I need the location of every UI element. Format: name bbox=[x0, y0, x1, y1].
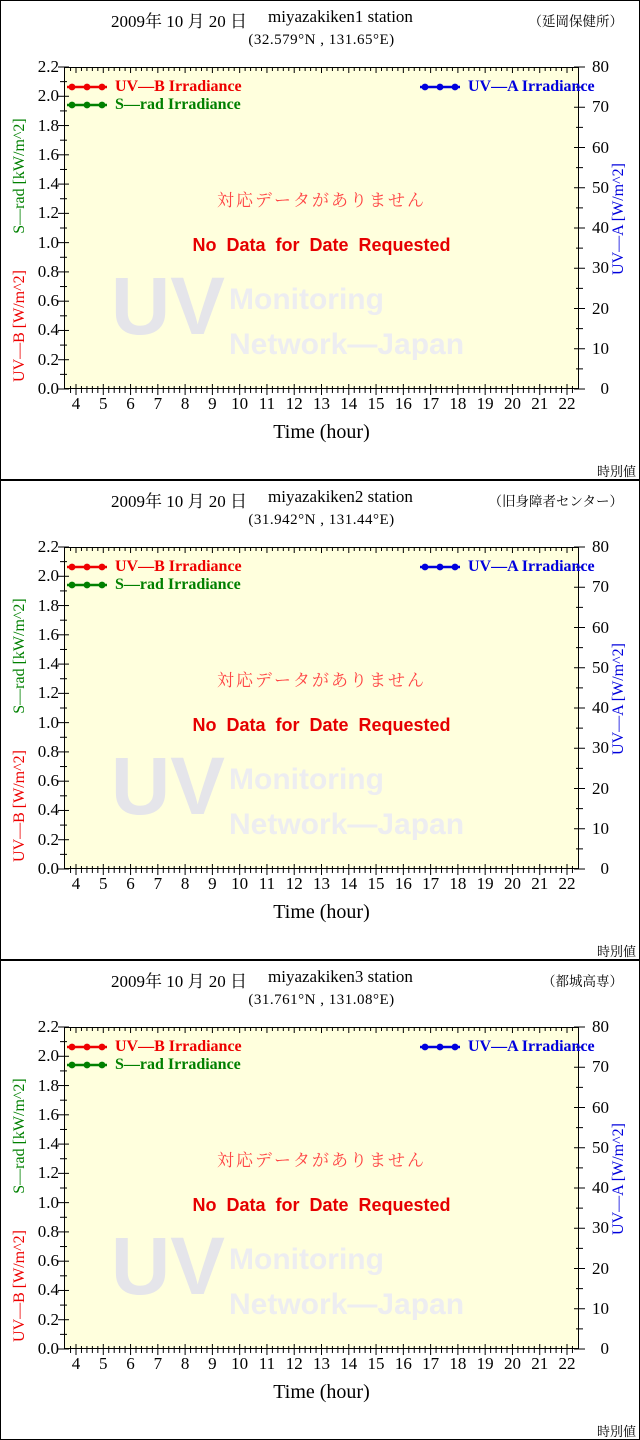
x-tick-label: 11 bbox=[258, 874, 276, 893]
no-data-message-en: No Data for Date Requested bbox=[192, 1195, 451, 1215]
x-tick-label: 18 bbox=[449, 874, 467, 893]
x-tick-label: 19 bbox=[476, 1354, 494, 1373]
no-data-message-jp: 対応データがありません bbox=[217, 1151, 426, 1170]
x-tick-label: 10 bbox=[231, 1354, 249, 1373]
legend-uva bbox=[419, 78, 595, 96]
uva-legend-marker-icon bbox=[419, 82, 461, 92]
y-left-tick-label: 1.0 bbox=[37, 1192, 59, 1212]
y-left-tick-label: 2.0 bbox=[37, 566, 59, 586]
uva-legend-marker-icon bbox=[419, 562, 461, 572]
left-axis-title-srad: S—rad [kW/m^2] bbox=[11, 598, 28, 714]
y-right-tick-label: 30 bbox=[592, 258, 609, 278]
x-tick-label: 4 bbox=[71, 1354, 81, 1373]
y-right-tick-label: 40 bbox=[592, 218, 609, 237]
y-left-tick-label: 0.2 bbox=[37, 1309, 59, 1329]
y-left-tick-label: 1.0 bbox=[37, 232, 59, 252]
y-left-tick-label: 1.8 bbox=[37, 115, 59, 135]
x-tick-label: 20 bbox=[503, 874, 521, 893]
uvb-legend-marker-icon bbox=[66, 1042, 108, 1052]
legend-uvb bbox=[66, 1038, 242, 1056]
x-tick-label: 5 bbox=[99, 394, 108, 413]
plot-area bbox=[64, 67, 579, 389]
y-right-tick-label: 20 bbox=[592, 298, 609, 318]
y-left-tick-label: 2.2 bbox=[37, 537, 59, 556]
plot-area bbox=[64, 1027, 579, 1349]
watermark-uv: UV bbox=[111, 261, 225, 352]
y-right-tick-label: 80 bbox=[592, 537, 609, 556]
left-axis-title-uvb: UV—B [W/m^2] bbox=[11, 750, 28, 862]
x-tick-label: 8 bbox=[180, 874, 190, 893]
left-axis-title-uvb: UV—B [W/m^2] bbox=[11, 1230, 28, 1342]
y-left-tick-label: 1.8 bbox=[37, 595, 59, 615]
x-tick-label: 15 bbox=[367, 394, 385, 413]
y-right-tick-label: 0 bbox=[600, 859, 609, 878]
y-right-tick-label: 60 bbox=[592, 137, 609, 157]
y-left-tick-label: 0.2 bbox=[37, 349, 59, 369]
y-right-tick-label: 10 bbox=[592, 818, 609, 838]
x-tick-label: 8 bbox=[180, 1354, 190, 1373]
y-left-tick-label: 1.8 bbox=[37, 1075, 59, 1095]
x-tick-label: 14 bbox=[340, 874, 358, 893]
x-tick-label: 21 bbox=[531, 394, 549, 413]
legend-srad-label: S—rad Irradiance bbox=[115, 96, 241, 113]
x-tick-label: 18 bbox=[449, 394, 467, 413]
watermark-monitoring: Monitoring bbox=[229, 763, 384, 796]
chart-panel-miyazakiken3 bbox=[0, 960, 640, 1440]
legend-uva-label: UV—A Irradiance bbox=[468, 78, 595, 95]
station-coordinates: (31.761°N , 131.08°E) bbox=[248, 992, 395, 1008]
right-axis-title-uva: UV—A [W/m^2] bbox=[610, 643, 627, 755]
chart-area bbox=[1, 481, 640, 960]
x-tick-label: 8 bbox=[180, 394, 190, 413]
x-tick-label: 9 bbox=[208, 394, 217, 413]
hourly-values-note: 時別値 bbox=[596, 464, 636, 479]
y-left-tick-label: 0.6 bbox=[37, 771, 59, 791]
left-axis-title-uvb: UV—B [W/m^2] bbox=[11, 270, 28, 382]
y-left-tick-label: 0.0 bbox=[37, 1339, 59, 1358]
y-right-tick-label: 30 bbox=[592, 1218, 609, 1238]
no-data-message-en: No Data for Date Requested bbox=[192, 715, 451, 735]
x-tick-label: 20 bbox=[503, 1354, 521, 1373]
y-left-tick-label: 0.8 bbox=[37, 741, 59, 761]
y-left-tick-label: 1.0 bbox=[37, 712, 59, 732]
uvb-legend-marker-icon bbox=[66, 82, 108, 92]
legend-uva-label: UV—A Irradiance bbox=[468, 558, 595, 575]
x-tick-label: 6 bbox=[126, 394, 135, 413]
y-left-tick-label: 0.4 bbox=[37, 1280, 59, 1300]
y-right-tick-label: 70 bbox=[592, 97, 609, 117]
legend-srad bbox=[66, 96, 241, 114]
right-axis-title-uva: UV—A [W/m^2] bbox=[610, 163, 627, 275]
legend-uva bbox=[419, 1038, 595, 1056]
x-tick-label: 4 bbox=[71, 394, 81, 413]
x-tick-label: 9 bbox=[208, 1354, 217, 1373]
legend-uvb bbox=[66, 78, 242, 96]
x-tick-label: 21 bbox=[531, 874, 549, 893]
y-left-tick-label: 0.8 bbox=[37, 261, 59, 281]
y-right-tick-label: 50 bbox=[592, 657, 609, 677]
y-right-tick-label: 50 bbox=[592, 177, 609, 197]
x-tick-label: 12 bbox=[285, 874, 303, 893]
x-tick-label: 22 bbox=[558, 874, 576, 893]
x-tick-label: 16 bbox=[394, 1354, 412, 1373]
chart-area bbox=[1, 961, 640, 1440]
y-left-tick-label: 0.2 bbox=[37, 829, 59, 849]
x-tick-label: 17 bbox=[422, 1354, 440, 1373]
x-tick-label: 11 bbox=[258, 394, 276, 413]
x-tick-label: 16 bbox=[394, 874, 412, 893]
x-tick-label: 7 bbox=[153, 394, 163, 413]
y-right-tick-label: 40 bbox=[592, 1178, 609, 1197]
station-name: miyazakiken3 station bbox=[268, 967, 413, 986]
x-tick-label: 13 bbox=[313, 874, 330, 893]
left-axis-title-srad: S—rad [kW/m^2] bbox=[11, 1078, 28, 1194]
x-axis-label: Time (hour) bbox=[273, 901, 370, 923]
srad-legend-marker-icon bbox=[66, 100, 108, 110]
chart-panel-miyazakiken1 bbox=[0, 0, 640, 480]
x-tick-label: 6 bbox=[126, 1354, 135, 1373]
x-tick-label: 19 bbox=[476, 394, 494, 413]
x-tick-label: 10 bbox=[231, 394, 249, 413]
y-right-tick-label: 10 bbox=[592, 1298, 609, 1318]
y-right-tick-label: 40 bbox=[592, 698, 609, 717]
chart-date: 2009年 10 月 20 日 bbox=[111, 12, 247, 31]
x-tick-label: 6 bbox=[126, 874, 135, 893]
y-left-tick-label: 1.2 bbox=[37, 683, 59, 703]
x-tick-label: 5 bbox=[99, 874, 108, 893]
y-right-tick-label: 80 bbox=[592, 57, 609, 76]
chart-date: 2009年 10 月 20 日 bbox=[111, 972, 247, 991]
y-left-tick-label: 2.0 bbox=[37, 86, 59, 106]
y-left-tick-label: 1.6 bbox=[37, 144, 59, 164]
uva-legend-marker-icon bbox=[419, 1042, 461, 1052]
station-location: （都城高専） bbox=[542, 974, 623, 989]
y-left-tick-label: 2.0 bbox=[37, 1046, 59, 1066]
y-left-tick-label: 1.2 bbox=[37, 203, 59, 223]
station-coordinates: (32.579°N , 131.65°E) bbox=[248, 32, 395, 48]
x-tick-label: 15 bbox=[367, 1354, 385, 1373]
watermark-uv: UV bbox=[111, 1221, 225, 1312]
x-tick-label: 21 bbox=[531, 1354, 549, 1373]
x-tick-label: 9 bbox=[208, 874, 217, 893]
y-left-tick-label: 0.4 bbox=[37, 800, 59, 820]
x-axis-label: Time (hour) bbox=[273, 1381, 370, 1403]
y-left-tick-label: 1.4 bbox=[37, 654, 59, 674]
legend-uvb bbox=[66, 558, 242, 576]
y-left-tick-label: 2.2 bbox=[37, 57, 59, 76]
x-tick-label: 17 bbox=[422, 394, 440, 413]
x-tick-label: 17 bbox=[422, 874, 440, 893]
right-axis-title-uva: UV—A [W/m^2] bbox=[610, 1123, 627, 1235]
station-location: （旧身障者センター） bbox=[488, 494, 623, 509]
plot-area bbox=[64, 547, 579, 869]
watermark-network-japan: Network—Japan bbox=[229, 328, 465, 361]
watermark-uv: UV bbox=[111, 741, 225, 832]
y-right-tick-label: 10 bbox=[592, 338, 609, 358]
left-axis-title-srad: S—rad [kW/m^2] bbox=[11, 118, 28, 234]
watermark-network-japan: Network—Japan bbox=[229, 1288, 465, 1321]
y-left-tick-label: 0.4 bbox=[37, 320, 59, 340]
no-data-message-jp: 対応データがありません bbox=[217, 671, 426, 690]
y-right-tick-label: 70 bbox=[592, 1057, 609, 1077]
chart-date: 2009年 10 月 20 日 bbox=[111, 492, 247, 511]
y-right-tick-label: 0 bbox=[600, 1339, 609, 1358]
watermark-network-japan: Network—Japan bbox=[229, 808, 465, 841]
srad-legend-marker-icon bbox=[66, 580, 108, 590]
y-left-tick-label: 0.6 bbox=[37, 1251, 59, 1271]
y-left-tick-label: 1.4 bbox=[37, 174, 59, 194]
station-name: miyazakiken1 station bbox=[268, 7, 413, 26]
x-tick-label: 12 bbox=[285, 394, 303, 413]
x-tick-label: 22 bbox=[558, 1354, 576, 1373]
x-tick-label: 7 bbox=[153, 1354, 163, 1373]
legend-srad bbox=[66, 1056, 241, 1074]
y-right-tick-label: 60 bbox=[592, 1097, 609, 1117]
srad-legend-marker-icon bbox=[66, 1060, 108, 1070]
y-left-tick-label: 1.6 bbox=[37, 624, 59, 644]
y-right-tick-label: 80 bbox=[592, 1017, 609, 1036]
y-right-tick-label: 20 bbox=[592, 778, 609, 798]
legend-srad-label: S—rad Irradiance bbox=[115, 1056, 241, 1073]
x-tick-label: 19 bbox=[476, 874, 494, 893]
watermark-monitoring: Monitoring bbox=[229, 1243, 384, 1276]
y-left-tick-label: 1.4 bbox=[37, 1134, 59, 1154]
no-data-message-jp: 対応データがありません bbox=[217, 191, 426, 210]
x-tick-label: 15 bbox=[367, 874, 385, 893]
hourly-values-note: 時別値 bbox=[596, 1424, 636, 1439]
y-right-tick-label: 30 bbox=[592, 738, 609, 758]
x-tick-label: 5 bbox=[99, 1354, 108, 1373]
y-left-tick-label: 2.2 bbox=[37, 1017, 59, 1036]
uvb-legend-marker-icon bbox=[66, 562, 108, 572]
x-tick-label: 13 bbox=[313, 394, 330, 413]
x-tick-label: 11 bbox=[258, 1354, 276, 1373]
legend-uvb-label: UV—B Irradiance bbox=[115, 78, 242, 95]
x-tick-label: 14 bbox=[340, 394, 358, 413]
station-name: miyazakiken2 station bbox=[268, 487, 413, 506]
x-tick-label: 22 bbox=[558, 394, 576, 413]
y-left-tick-label: 0.0 bbox=[37, 379, 59, 398]
legend-uvb-label: UV—B Irradiance bbox=[115, 558, 242, 575]
y-right-tick-label: 60 bbox=[592, 617, 609, 637]
x-tick-label: 16 bbox=[394, 394, 412, 413]
legend-uva bbox=[419, 558, 595, 576]
y-left-tick-label: 0.8 bbox=[37, 1221, 59, 1241]
x-axis-label: Time (hour) bbox=[273, 421, 370, 443]
chart-area bbox=[1, 1, 640, 480]
x-tick-label: 13 bbox=[313, 1354, 330, 1373]
station-coordinates: (31.942°N , 131.44°E) bbox=[248, 512, 395, 528]
x-tick-label: 18 bbox=[449, 1354, 467, 1373]
legend-srad bbox=[66, 576, 241, 594]
y-right-tick-label: 70 bbox=[592, 577, 609, 597]
x-tick-label: 4 bbox=[71, 874, 81, 893]
y-right-tick-label: 0 bbox=[600, 379, 609, 398]
x-tick-label: 10 bbox=[231, 874, 249, 893]
y-left-tick-label: 1.2 bbox=[37, 1163, 59, 1183]
watermark-monitoring: Monitoring bbox=[229, 283, 384, 316]
y-right-tick-label: 50 bbox=[592, 1137, 609, 1157]
chart-panel-miyazakiken2 bbox=[0, 480, 640, 960]
x-tick-label: 20 bbox=[503, 394, 521, 413]
y-right-tick-label: 20 bbox=[592, 1258, 609, 1278]
no-data-message-en: No Data for Date Requested bbox=[192, 235, 451, 255]
y-left-tick-label: 0.0 bbox=[37, 859, 59, 878]
hourly-values-note: 時別値 bbox=[596, 944, 636, 959]
legend-uvb-label: UV—B Irradiance bbox=[115, 1038, 242, 1055]
legend-uva-label: UV—A Irradiance bbox=[468, 1038, 595, 1055]
x-tick-label: 14 bbox=[340, 1354, 358, 1373]
legend-srad-label: S—rad Irradiance bbox=[115, 576, 241, 593]
station-location: （延岡保健所） bbox=[528, 14, 623, 29]
x-tick-label: 12 bbox=[285, 1354, 303, 1373]
x-tick-label: 7 bbox=[153, 874, 163, 893]
y-left-tick-label: 0.6 bbox=[37, 291, 59, 311]
y-left-tick-label: 1.6 bbox=[37, 1104, 59, 1124]
